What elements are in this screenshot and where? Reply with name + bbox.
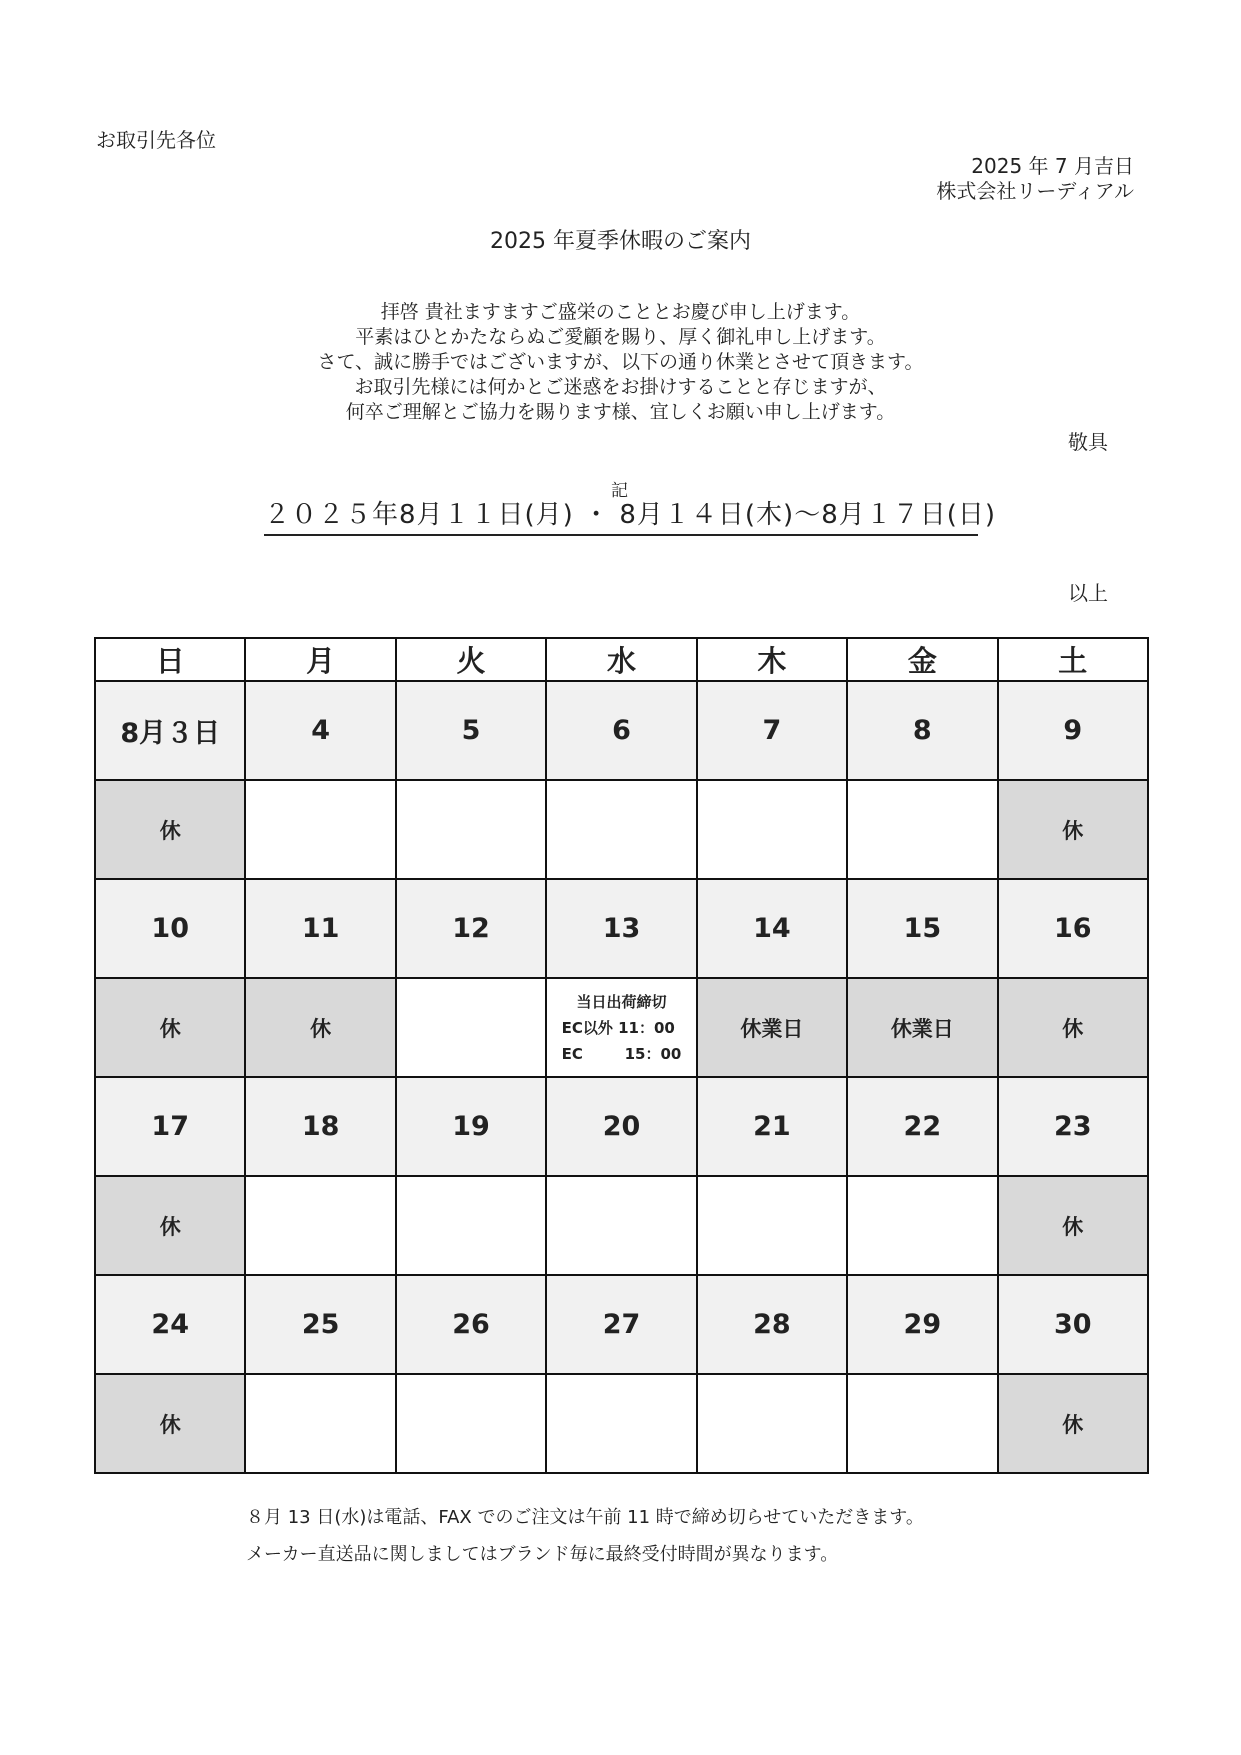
date-cell: 8 [847, 681, 997, 780]
date-cell: 30 [998, 1275, 1148, 1374]
greeting-line: さて、誠に勝手ではございますが、以下の通り休業とさせて頂きます。 [317, 351, 924, 373]
date-cell: 9 [998, 681, 1148, 780]
issue-date: 2025 年 7 月吉日 [971, 154, 1134, 178]
closed-cell: 休 [95, 1176, 245, 1275]
closed-cell: 休 [998, 1374, 1148, 1473]
date-cell: 11 [245, 879, 395, 978]
date-cell: 7 [697, 681, 847, 780]
note-cell [396, 978, 546, 1077]
date-row [95, 681, 1148, 780]
document-title: 2025 年夏季休暇のご案内 [490, 229, 751, 254]
weekday-header: 金 [847, 638, 997, 681]
closed-cell: 休業日 [697, 978, 847, 1077]
date-row [95, 1275, 1148, 1374]
note-cell [697, 780, 847, 879]
closing-keigu: 敬具 [1068, 430, 1108, 454]
date-cell: 24 [95, 1275, 245, 1374]
date-cell: 12 [396, 879, 546, 978]
greeting-line: 何卒ご理解とご協力を賜ります様、宜しくお願い申し上げます。 [345, 401, 896, 423]
holiday-calendar [94, 637, 1149, 1474]
weekday-header: 木 [697, 638, 847, 681]
note-cell [546, 780, 696, 879]
note-cell [396, 780, 546, 879]
date-cell: 26 [396, 1275, 546, 1374]
addressee: お取引先各位 [96, 128, 216, 152]
note-cell [847, 780, 997, 879]
date-cell: 5 [396, 681, 546, 780]
date-cell: 10 [95, 879, 245, 978]
weekday-header: 水 [546, 638, 696, 681]
note-cell [245, 1374, 395, 1473]
weekday-header: 月 [245, 638, 395, 681]
note-cell [697, 1176, 847, 1275]
date-cell: 25 [245, 1275, 395, 1374]
note-row [95, 1374, 1148, 1473]
date-row [95, 1077, 1148, 1176]
note-cell [396, 1374, 546, 1473]
note-row [95, 978, 1148, 1077]
closed-cell: 休 [998, 1176, 1148, 1275]
note-cell [396, 1176, 546, 1275]
date-cell: 14 [697, 879, 847, 978]
weekday-header-row [95, 638, 1148, 681]
date-cell: 18 [245, 1077, 395, 1176]
note-cell [847, 1374, 997, 1473]
closed-cell: 休 [245, 978, 395, 1077]
note-cell [847, 1176, 997, 1275]
closed-cell: 休 [95, 780, 245, 879]
cutoff-heading: 当日出荷締切 [576, 992, 667, 1011]
closed-cell: 休 [998, 978, 1148, 1077]
greeting-line: 平素はひとかたならぬご愛顧を賜り、厚く御礼申し上げます。 [355, 326, 886, 348]
cutoff-time: 15：00 [624, 1044, 682, 1063]
note-cell [546, 1374, 696, 1473]
date-cell: 21 [697, 1077, 847, 1176]
date-cell: 28 [697, 1275, 847, 1374]
date-cell: 13 [546, 879, 696, 978]
date-cell: 17 [95, 1077, 245, 1176]
date-cell: 19 [396, 1077, 546, 1176]
greeting-body [0, 300, 1241, 425]
cutoff-line [562, 1015, 682, 1041]
closed-cell: 休業日 [847, 978, 997, 1077]
closed-cell: 休 [95, 978, 245, 1077]
footnote-direct-shipping: メーカー直送品に関しましてはブランド毎に最終受付時間が異なります。 [246, 1544, 839, 1565]
cutoff-line [562, 1041, 682, 1067]
date-cell: 6 [546, 681, 696, 780]
weekday-header: 火 [396, 638, 546, 681]
date-cell: 23 [998, 1077, 1148, 1176]
weekday-header: 土 [998, 638, 1148, 681]
date-cell: 4 [245, 681, 395, 780]
greeting-line: お取引先様には何かとご迷惑をお掛けすることと存じますが、 [354, 376, 887, 398]
note-cell [245, 780, 395, 879]
date-cell: 22 [847, 1077, 997, 1176]
holiday-period: ２０２５年8月１１日(月) ・ 8月１４日(木)～8月１７日(日) [264, 494, 978, 536]
cutoff-label: EC [561, 1044, 583, 1063]
date-cell: 29 [847, 1275, 997, 1374]
shipping-cutoff-note [562, 989, 682, 1067]
note-cell [245, 1176, 395, 1275]
note-row [95, 780, 1148, 879]
date-cell: 27 [546, 1275, 696, 1374]
note-cell [697, 1374, 847, 1473]
footnote-phone-fax: ８月 13 日(水)は電話、FAX でのご注文は午前 11 時で締め切らせていただきます。 [246, 1507, 924, 1528]
closed-cell: 休 [998, 780, 1148, 879]
company-name: 株式会社リーディアル [936, 179, 1134, 203]
date-row [95, 879, 1148, 978]
date-cell: 16 [998, 879, 1148, 978]
note-row [95, 1176, 1148, 1275]
ki-marker: 記 [611, 481, 628, 501]
weekday-header: 日 [95, 638, 245, 681]
cutoff-time: 11：00 [618, 1018, 675, 1037]
greeting-line: 拝啓 貴社ますますご盛栄のこととお慶び申し上げます。 [380, 301, 861, 323]
closed-cell: 休 [95, 1374, 245, 1473]
cutoff-label: EC以外 [561, 1018, 613, 1037]
note-cell [546, 1176, 696, 1275]
date-cell: 8月３日 [95, 681, 245, 780]
date-cell: 20 [546, 1077, 696, 1176]
cutoff-cell [546, 978, 696, 1077]
date-cell: 15 [847, 879, 997, 978]
closing-ijou: 以上 [1068, 581, 1108, 605]
